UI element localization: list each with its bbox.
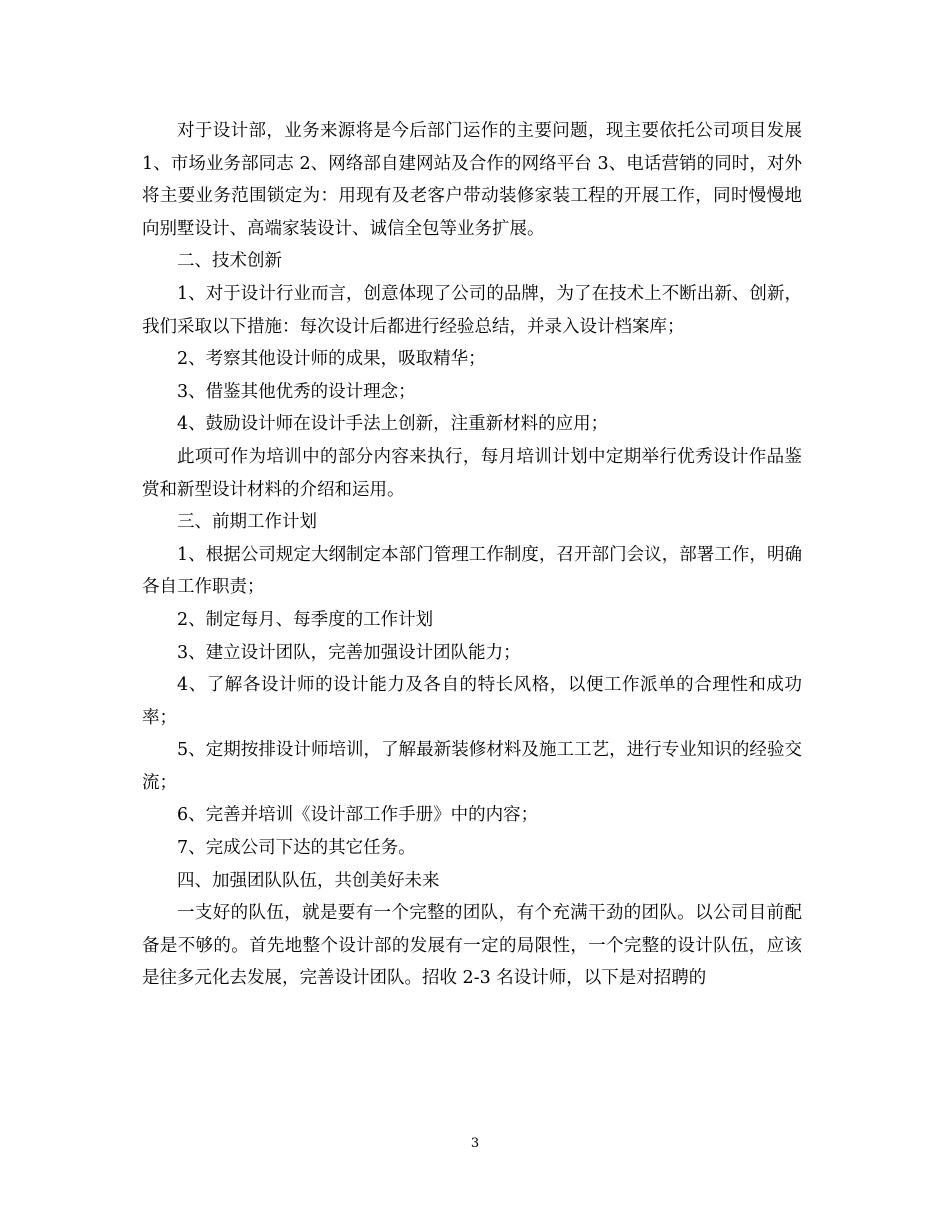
list-item-plan-6: 6、完善并培训《设计部工作手册》中的内容； (177, 805, 539, 826)
section-heading-early-work-plan: 三、前期工作计划 (177, 512, 317, 533)
list-item-plan-4: 4、了解各设计师的设计能力及各自的特长风格，以便工作派单的合理性和成功率； (142, 675, 802, 728)
paragraph-training-note: 此项可作为培训中的部分内容来执行，每月培训计划中定期举行优秀设计作品鉴赏和新型设计材料的介绍和运用。 (142, 446, 802, 500)
paragraph-team: 一支好的队伍，就是要有一个完整的团队，有个充满干劲的团队。以公司目前配备是不够的。首先地整个设计部的发展有一定的局限性，一个完整的设计队伍，应该是往多元化去发展，完善设计团队。招收 2-3 名设计师，以下是对招聘的 (142, 903, 802, 989)
list-item-plan-5: 5、定期按排设计师培训，了解最新装修材料及施工工艺，进行专业知识的经验交流； (142, 740, 802, 793)
list-item-plan-2: 2、制定每月、每季度的工作计划 (177, 609, 434, 630)
section-heading-team-building: 四、加强团队队伍，共创美好未来 (177, 870, 440, 891)
list-item-plan-3: 3、建立设计团队，完善加强设计团队能力； (177, 642, 521, 663)
paragraph-business-source: 对于设计部，业务来源将是今后部门运作的主要问题，现主要依托公司项目发展 1、市场业务部同志 2、网络部自建网站及合作的网络平台 3、电话营销的同时，对外将主要业务范围锁定为：用现有及老客户带动装修家装工程的开展工作，同时慢慢地向别墅设计、高端家装设计、诚信全包等业务扩展。 (142, 121, 802, 239)
section-heading-technical-innovation: 二、技术创新 (177, 251, 282, 272)
list-item-innovation-3: 3、借鉴其他优秀的设计理念； (177, 381, 416, 402)
list-item-innovation-2: 2、考察其他设计师的成果，吸取精华； (177, 349, 486, 370)
list-item-plan-1: 1、根据公司规定大纲制定本部门管理工作制度，召开部门会议，部署工作，明确各自工作职责； (142, 544, 802, 598)
list-item-innovation-4: 4、鼓励设计师在设计手法上创新，注重新材料的应用； (177, 414, 609, 435)
list-item-plan-7: 7、完成公司下达的其它任务。 (177, 838, 416, 859)
page-number: 3 (470, 1136, 480, 1151)
list-item-innovation-1: 1、对于设计行业而言，创意体现了公司的品牌，为了在技术上不断出新、创新，我们采取以下措施：每次设计后都进行经验总结，并录入设计档案库； (142, 283, 802, 337)
document-body (142, 115, 802, 995)
